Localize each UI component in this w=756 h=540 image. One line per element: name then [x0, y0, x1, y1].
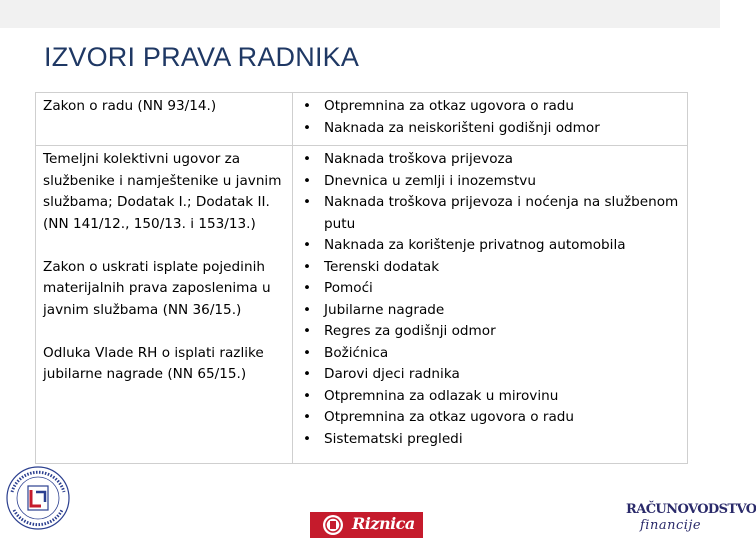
list-item-text: Naknada za neiskorišteni godišnji odmor	[324, 119, 600, 136]
sources-table	[35, 92, 688, 464]
list-item	[297, 386, 683, 408]
list-item-text: Sistematski pregledi	[324, 430, 463, 447]
list-item-text: Darovi djeci radnika	[324, 366, 460, 382]
list-item-text: Terenski dodatak	[324, 258, 440, 275]
law-details: o isplati razlike jubilarne nagrade (NN 65/15.)	[43, 344, 264, 382]
bullet-icon: •	[303, 98, 312, 114]
rights-list	[297, 96, 683, 139]
law-cell	[36, 146, 293, 464]
list-item-text: Jubilarne nagrade	[324, 301, 445, 318]
law-name: Temeljni kolektivni ugovor za službenike i namještenike u javnim službama	[43, 151, 282, 210]
list-item-text: Regres za godišnji odmor	[324, 323, 496, 339]
list-item	[297, 192, 683, 235]
association-seal-logo	[4, 462, 72, 532]
list-item-text: Otpremnina za otkaz ugovora o radu	[324, 409, 575, 425]
bullet-icon: •	[303, 194, 312, 210]
law-details: (NN 93/14.)	[133, 98, 217, 114]
law-source	[43, 257, 286, 322]
list-item-text: Naknada troškova prijevoza	[324, 151, 513, 167]
list-item-text: Božićnica	[324, 344, 389, 361]
bullet-icon: •	[303, 366, 312, 382]
bullet-icon: •	[303, 301, 312, 318]
bullet-icon: •	[303, 323, 312, 339]
list-item-text: Naknada za korištenje privatnog automobila	[324, 237, 626, 253]
bullet-icon: •	[303, 344, 312, 361]
list-item-text: Dnevnica u zemlji i inozemstvu	[324, 172, 536, 189]
law-source	[43, 96, 286, 118]
top-band	[0, 0, 720, 28]
bullet-icon: •	[303, 172, 312, 189]
logo-title-text: RAČUNOVODSTVO	[626, 502, 756, 517]
law-name: Odluka Vlade RH	[43, 344, 158, 361]
list-item	[297, 343, 683, 365]
bullet-icon: •	[303, 151, 312, 167]
slide-title: IZVORI PRAVA RADNIKA	[44, 42, 360, 72]
rights-list	[297, 149, 683, 450]
list-item	[297, 118, 683, 140]
rights-cell	[293, 146, 688, 464]
racunovodstvo-logo	[622, 498, 756, 540]
list-item-text: Otpremnina za odlazak u mirovinu	[324, 387, 559, 404]
bullet-icon: •	[303, 280, 312, 296]
list-item	[297, 300, 683, 322]
bullet-icon: •	[303, 237, 312, 253]
rights-cell	[293, 93, 688, 146]
bullet-icon: •	[303, 387, 312, 404]
list-item	[297, 96, 683, 118]
list-item	[297, 407, 683, 429]
riznica-logo-text: Riznica	[352, 514, 415, 533]
list-item	[297, 257, 683, 279]
list-item-text: Naknada troškova prijevoza i noćenja na službenom putu	[324, 194, 679, 232]
bullet-icon: •	[303, 258, 312, 275]
logo-subtitle-text: financije	[640, 518, 702, 533]
law-details: isplate pojedinih materijalnih prava zaposlenima u javnim službama (NN 36/15.)	[43, 258, 271, 318]
list-item	[297, 429, 683, 451]
law-source	[43, 343, 286, 386]
list-item	[297, 149, 683, 171]
list-item	[297, 364, 683, 386]
list-item	[297, 321, 683, 343]
list-item	[297, 171, 683, 193]
list-item	[297, 278, 683, 300]
list-item-text: Pomoći	[324, 280, 373, 296]
bullet-icon: •	[303, 430, 312, 447]
law-details: ; Dodatak I.; Dodatak II. (NN 141/12., 150/13. i 153/13.)	[43, 194, 270, 232]
list-item-text: Otpremnina za otkaz ugovora o radu	[324, 98, 575, 114]
law-cell	[36, 93, 293, 146]
bullet-icon: •	[303, 409, 312, 425]
riznica-logo	[310, 512, 423, 538]
law-source	[43, 149, 286, 235]
law-name: Zakon o uskrati	[43, 258, 149, 275]
table-row	[36, 93, 688, 146]
table-row	[36, 146, 688, 464]
bullet-icon: •	[303, 119, 312, 136]
list-item	[297, 235, 683, 257]
riznica-emblem-icon	[320, 512, 346, 538]
law-name: Zakon o radu	[43, 98, 134, 114]
